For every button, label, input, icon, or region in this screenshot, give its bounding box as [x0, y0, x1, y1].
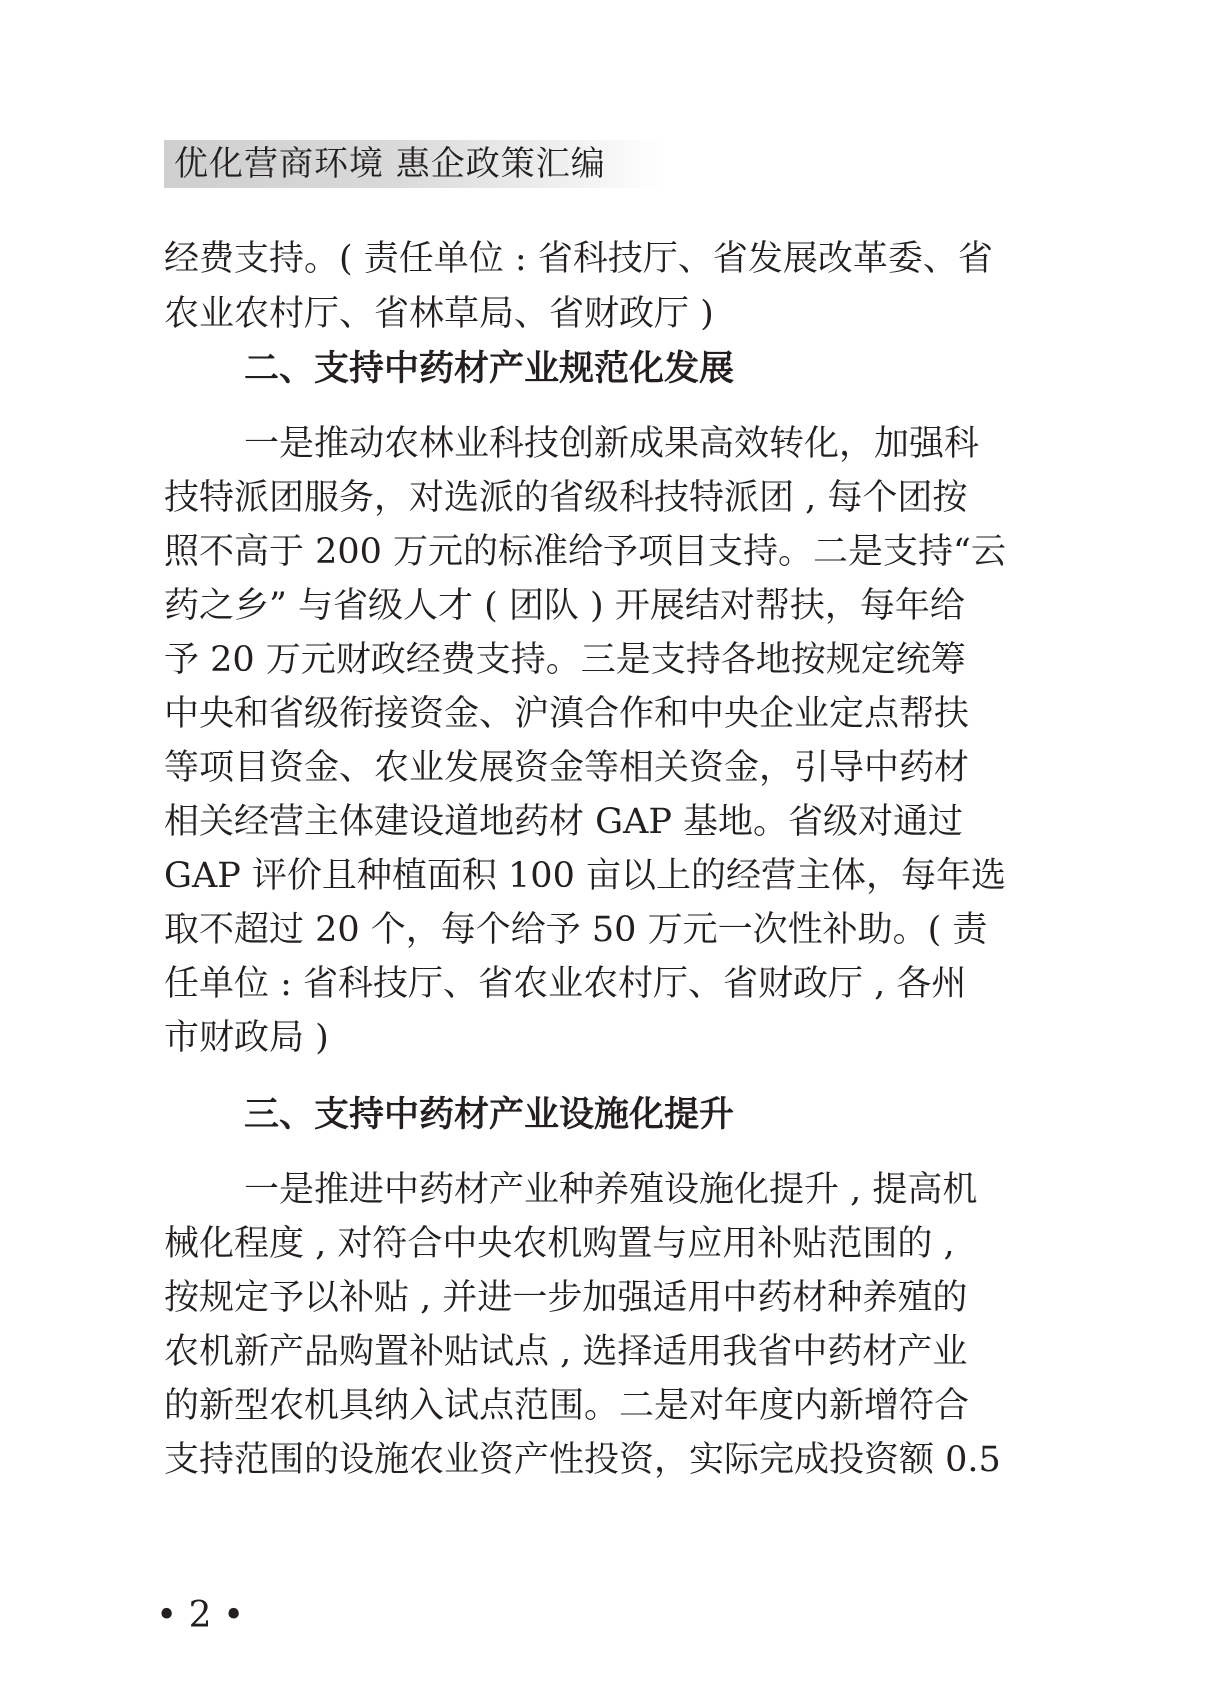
section-3-heading: 三、支持中药材产业设施化提升 — [244, 1095, 735, 1135]
continuation-line: 农业农村厅、省林草局、省财政厅 ) — [164, 294, 714, 334]
section-2-paragraph-line: GAP 评价且种植面积 100 亩以上的经营主体，每年选 — [164, 856, 1006, 896]
section-3-paragraph-line: 按规定予以补贴 , 并进一步加强适用中药材种养殖的 — [164, 1278, 968, 1318]
section-2-paragraph-line: 一是推动农林业科技创新成果高效转化，加强科 — [244, 424, 980, 464]
section-2-paragraph-line: 相关经营主体建设道地药材 GAP 基地。省级对通过 — [164, 802, 964, 842]
section-2-paragraph-line: 中央和省级衔接资金、沪滇合作和中央企业定点帮扶 — [164, 694, 970, 734]
section-3-paragraph-line: 一是推进中药材产业种养殖设施化提升 , 提高机 — [244, 1170, 978, 1210]
section-2-paragraph-line: 技特派团服务，对选派的省级科技特派团 , 每个团按 — [164, 478, 968, 518]
running-header-band — [164, 140, 664, 188]
continuation-line: 经费支持。( 责任单位 : 省科技厅、省发展改革委、省 — [164, 239, 993, 279]
section-3-paragraph-line: 支持范围的设施农业资产性投资，实际完成投资额 0.5 — [164, 1440, 1001, 1480]
section-2-paragraph-line: 任单位 : 省科技厅、省农业农村厅、省财政厅 , 各州 — [164, 964, 967, 1004]
running-header-title: 优化营商环境 惠企政策汇编 — [174, 144, 606, 184]
section-2-paragraph-line: 药之乡” 与省级人才 ( 团队 ) 开展结对帮扶，每年给 — [164, 586, 965, 626]
section-2-paragraph-line: 取不超过 20 个，每个给予 50 万元一次性补助。( 责 — [164, 910, 988, 950]
section-3-paragraph-line: 械化程度 , 对符合中央农机购置与应用补贴范围的 , — [164, 1224, 955, 1264]
section-2-heading: 二、支持中药材产业规范化发展 — [244, 349, 735, 389]
section-2-paragraph-line: 等项目资金、农业发展资金等相关资金，引导中药材 — [164, 748, 970, 788]
section-3-paragraph-line: 的新型农机具纳入试点范围。二是对年度内新增符合 — [164, 1386, 970, 1426]
section-2-paragraph-line: 市财政局 ) — [164, 1018, 329, 1058]
section-3-paragraph-line: 农机新产品购置补贴试点 , 选择适用我省中药材产业 — [164, 1332, 968, 1372]
section-2-paragraph-line: 予 20 万元财政经费支持。三是支持各地按规定统筹 — [164, 640, 966, 680]
page-number: • 2 • — [156, 1595, 245, 1636]
section-2-paragraph-line: 照不高于 200 万元的标准给予项目支持。二是支持“云 — [164, 532, 1006, 572]
